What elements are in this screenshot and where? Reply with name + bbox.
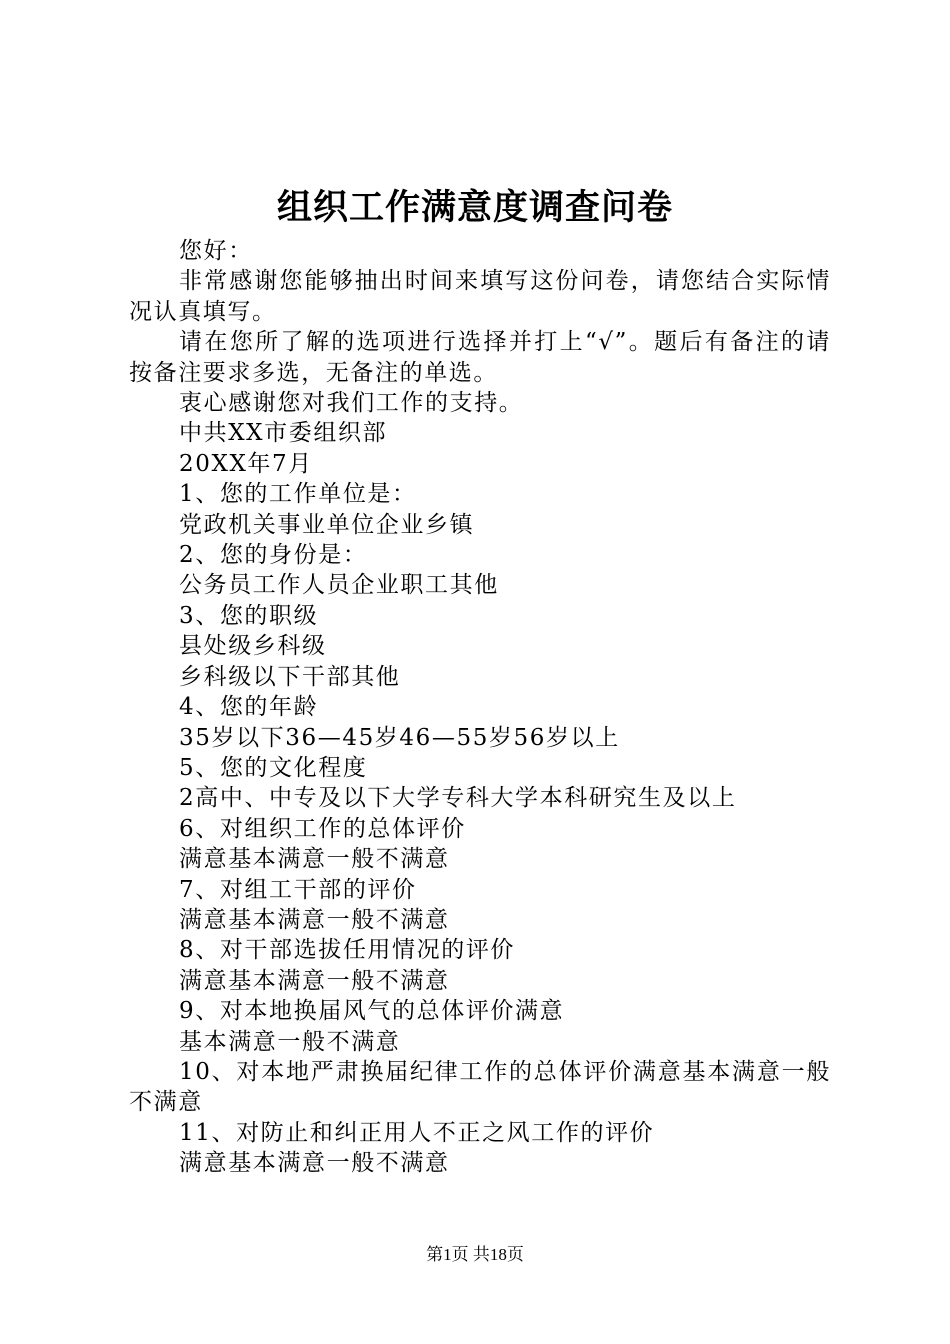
- question-7-options: 满意基本满意一般不满意: [179, 906, 450, 933]
- question-9: 9、对本地换届风气的总体评价满意: [179, 998, 565, 1025]
- intro-paragraph: 非常感谢您能够抽出时间来填写这份问卷，请您结合实际情况认真填写。: [129, 268, 831, 325]
- question-2-options: 公务员工作人员企业职工其他: [179, 572, 499, 599]
- question-6-options: 满意基本满意一般不满意: [179, 846, 450, 873]
- date-line: 20XX年7月: [179, 450, 313, 477]
- question-4-options: 35岁以下36—45岁46—55岁56岁以上: [179, 724, 620, 751]
- question-8-options: 满意基本满意一般不满意: [179, 967, 450, 994]
- question-1: 1、您的工作单位是：: [179, 481, 417, 508]
- page-footer: 第1页 共18页: [426, 1245, 524, 1264]
- question-9-options: 基本满意一般不满意: [179, 1028, 401, 1055]
- question-6: 6、对组织工作的总体评价: [179, 815, 466, 842]
- question-5: 5、您的文化程度: [179, 754, 368, 781]
- question-5-options: 2高中、中专及以下大学专科大学本科研究生及以上: [179, 785, 737, 812]
- document-title: 组织工作满意度调查问卷: [276, 187, 673, 228]
- issuer-line: 中共XX市委组织部: [179, 420, 388, 447]
- question-1-options: 党政机关事业单位企业乡镇: [179, 511, 475, 538]
- greeting: 您好：: [179, 238, 253, 264]
- thanks-paragraph: 衷心感谢您对我们工作的支持。: [179, 390, 524, 417]
- question-7: 7、对组工干部的评价: [179, 876, 417, 903]
- question-3: 3、您的职级: [179, 602, 319, 629]
- question-2: 2、您的身份是：: [179, 542, 368, 569]
- question-3-options-a: 县处级乡科级: [179, 633, 327, 660]
- question-3-options-b: 乡科级以下干部其他: [179, 663, 401, 690]
- question-4: 4、您的年龄: [179, 694, 319, 721]
- document-body: [129, 236, 831, 1179]
- question-11-options: 满意基本满意一般不满意: [179, 1150, 450, 1177]
- question-10: 10、对本地严肃换届纪律工作的总体评价满意基本满意一般不满意: [129, 1058, 831, 1116]
- instruction-paragraph: 请在您所了解的选项进行选择并打上“√”。题后有备注的请按备注要求多选，无备注的单选。: [129, 329, 831, 386]
- question-8: 8、对干部选拔任用情况的评价: [179, 937, 516, 964]
- question-11: 11、对防止和纠正用人不正之风工作的评价: [179, 1119, 655, 1146]
